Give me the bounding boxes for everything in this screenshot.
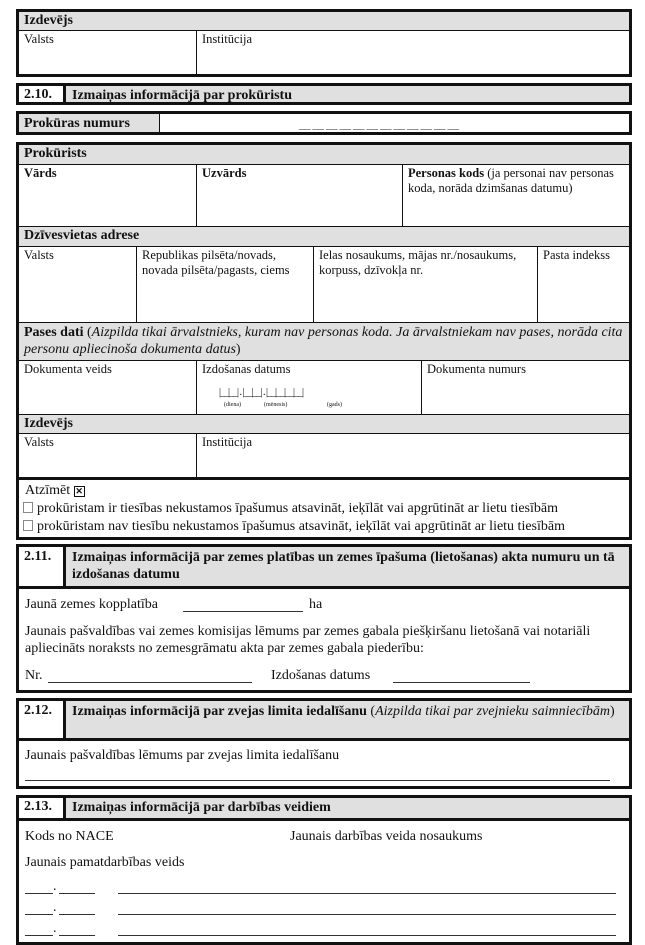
year-hint: (gads) — [327, 402, 342, 408]
issue-date-field[interactable]: Izdošanas datums |__|__| . |__|__| . |__|__|__|__| (diena) (mēnesis) (gads) — [196, 361, 421, 414]
first-name-field[interactable] — [19, 165, 196, 226]
option-has-rights-label: prokūristam ir tiesības nekustamos īpašumus atsavināt, ieķīlāt vai apgrūtināt ar lietu tiesībām — [37, 501, 558, 516]
fishing-decision-input[interactable] — [25, 780, 610, 781]
holder-issuer-country-field[interactable] — [19, 434, 196, 477]
code-separator: . — [53, 921, 57, 936]
address-street-label: Ielas nosaukums, mājas nr./nosaukums, korpuss, dzīvokļa nr. — [319, 248, 517, 277]
address-country-field[interactable] — [19, 247, 136, 322]
section-number: 2.12. — [19, 701, 66, 738]
month-hint: (mēnesis) — [264, 402, 288, 408]
main-activity-label: Jaunais pamatdarbības veids — [25, 855, 185, 870]
option-no-rights-label: prokūristam nav tiesību nekustamos īpašumus atsavināt, ieķīlāt vai apgrūtināt ar lietu tiesībām — [37, 519, 565, 534]
day-hint: (diena) — [224, 402, 241, 408]
issuer-institution-field[interactable] — [196, 31, 629, 74]
code-separator: . — [53, 900, 57, 915]
option-no-rights[interactable] — [23, 519, 565, 535]
passport-label: Pases dati — [24, 325, 84, 340]
first-name-label: Vārds — [24, 166, 57, 180]
section-number: 2.11. — [19, 547, 66, 586]
issuer-section-top — [16, 9, 632, 77]
document-type-label: Dokumenta veids — [24, 362, 112, 376]
holder-issuer-institution-field[interactable] — [196, 434, 629, 477]
section-title: Izmaiņas informācijā par zemes platības un zemes īpašuma (lietošanas) akta numuru un tā izdošanas datumu — [66, 547, 629, 586]
issuer-country-field[interactable] — [19, 31, 196, 74]
nace-code-part2-input[interactable] — [59, 893, 95, 894]
proxy-number-input[interactable]: __ __ __ __ __ __ __ __ __ __ __ __ — [299, 117, 459, 131]
checkbox[interactable] — [23, 502, 33, 513]
address-city-label: Republikas pilsēta/novads, novada pilsēta/pagasts, ciems — [142, 248, 290, 277]
proxy-holder-section — [16, 142, 632, 540]
last-name-field[interactable] — [196, 165, 402, 226]
issue-date-input[interactable] — [393, 682, 530, 683]
passport-note: Aizpilda tikai ārvalstnieks, kuram nav personas koda. Ja ārvalstniekam nav pases, norāda cita personu apliecinoša dokumenta datus — [24, 325, 623, 357]
land-area-unit: ha — [309, 597, 323, 612]
address-title: Dzīvesvietas adrese — [19, 227, 629, 247]
issuer-title: Izdevējs — [19, 12, 629, 31]
activity-name-input[interactable] — [118, 893, 616, 894]
address-postcode-field[interactable] — [537, 247, 629, 322]
decision-text: Jaunais pašvaldības vai zemes komisijas lēmums par zemes gabala piešķiršanu lietošanā vai notariāli apliecināts noraksts no zemesgrāmatu akta par zemes gabala piederību: — [25, 624, 591, 656]
option-has-rights[interactable] — [23, 501, 558, 517]
nace-code-part2-input[interactable] — [59, 914, 95, 915]
mark-label: Atzīmēt — [25, 483, 71, 498]
document-type-field[interactable] — [19, 361, 196, 414]
passport-title: Pases dati (Aizpilda tikai ārvalstnieks, kuram nav personas koda. Ja ārvalstniekam nav pases, norāda cita personu apliecinoša dokumenta datus) — [19, 323, 629, 361]
issuer-institution-label: Institūcija — [202, 32, 252, 46]
checked-box-icon: ✕ — [75, 486, 83, 496]
nace-code-label: Kods no NACE — [25, 829, 114, 844]
section-number: 2.13. — [19, 798, 66, 818]
section-title: Izmaiņas informācijā par darbības veidiem — [66, 798, 629, 818]
section-2-13 — [16, 795, 632, 945]
section-2-12 — [16, 698, 632, 789]
fishing-decision-label: Jaunais pašvaldības lēmums par zvejas limita iedalīšanu — [25, 748, 340, 763]
nace-code-part1-input[interactable] — [25, 935, 53, 936]
section-number: 2.10. — [19, 86, 66, 102]
last-name-label: Uzvārds — [202, 166, 247, 180]
activity-name-input[interactable] — [118, 914, 616, 915]
code-separator: . — [53, 879, 57, 894]
holder-issuer-country-label: Valsts — [24, 435, 54, 449]
nace-code-part2-input[interactable] — [59, 935, 95, 936]
issue-date-label: Izdošanas datums — [202, 362, 291, 376]
activity-name-label: Jaunais darbības veida nosaukums — [290, 829, 483, 844]
document-number-label: Dokumenta numurs — [427, 362, 526, 376]
address-street-field[interactable] — [313, 247, 537, 322]
mark-instruction — [25, 483, 85, 499]
section-2-11 — [16, 544, 632, 693]
proxy-holder-title: Prokūrists — [19, 145, 629, 165]
proxy-number-label: Prokūras numurs — [19, 114, 160, 132]
personal-code-field[interactable] — [402, 165, 629, 226]
checkbox[interactable] — [23, 520, 33, 531]
personal-code-label: Personas kods — [408, 166, 485, 180]
nace-code-part1-input[interactable] — [25, 893, 53, 894]
personal-code-note: (ja personai nav personas koda, norāda dzimšanas datumu) — [408, 166, 614, 195]
issue-date-label: Izdošanas datums — [271, 668, 371, 683]
nr-input[interactable] — [48, 682, 252, 683]
section-title: Izmaiņas informācijā par prokūristu — [66, 86, 629, 102]
land-area-label: Jaunā zemes kopplatība — [25, 597, 158, 612]
section-title: Izmaiņas informācijā par zvejas limita iedalīšanu (Aizpilda tikai par zvejnieku saimniecībām) — [66, 701, 629, 738]
nr-label: Nr. — [25, 668, 43, 683]
holder-issuer-title: Izdevējs — [19, 415, 629, 434]
activity-name-input[interactable] — [118, 935, 616, 936]
section-title-text: Izmaiņas informācijā par zvejas limita iedalīšanu — [72, 704, 367, 719]
document-number-field[interactable] — [421, 361, 629, 414]
section-note: Aizpilda tikai par zvejnieku saimniecībām — [375, 704, 610, 719]
land-area-input[interactable] — [183, 611, 303, 612]
section-2-10-header — [16, 83, 632, 105]
address-city-field[interactable] — [136, 247, 313, 322]
issuer-country-label: Valsts — [24, 32, 54, 46]
address-postcode-label: Pasta indekss — [543, 248, 611, 262]
holder-issuer-institution-label: Institūcija — [202, 435, 252, 449]
proxy-number-row — [16, 111, 632, 135]
nace-code-part1-input[interactable] — [25, 914, 53, 915]
address-country-label: Valsts — [24, 248, 54, 262]
